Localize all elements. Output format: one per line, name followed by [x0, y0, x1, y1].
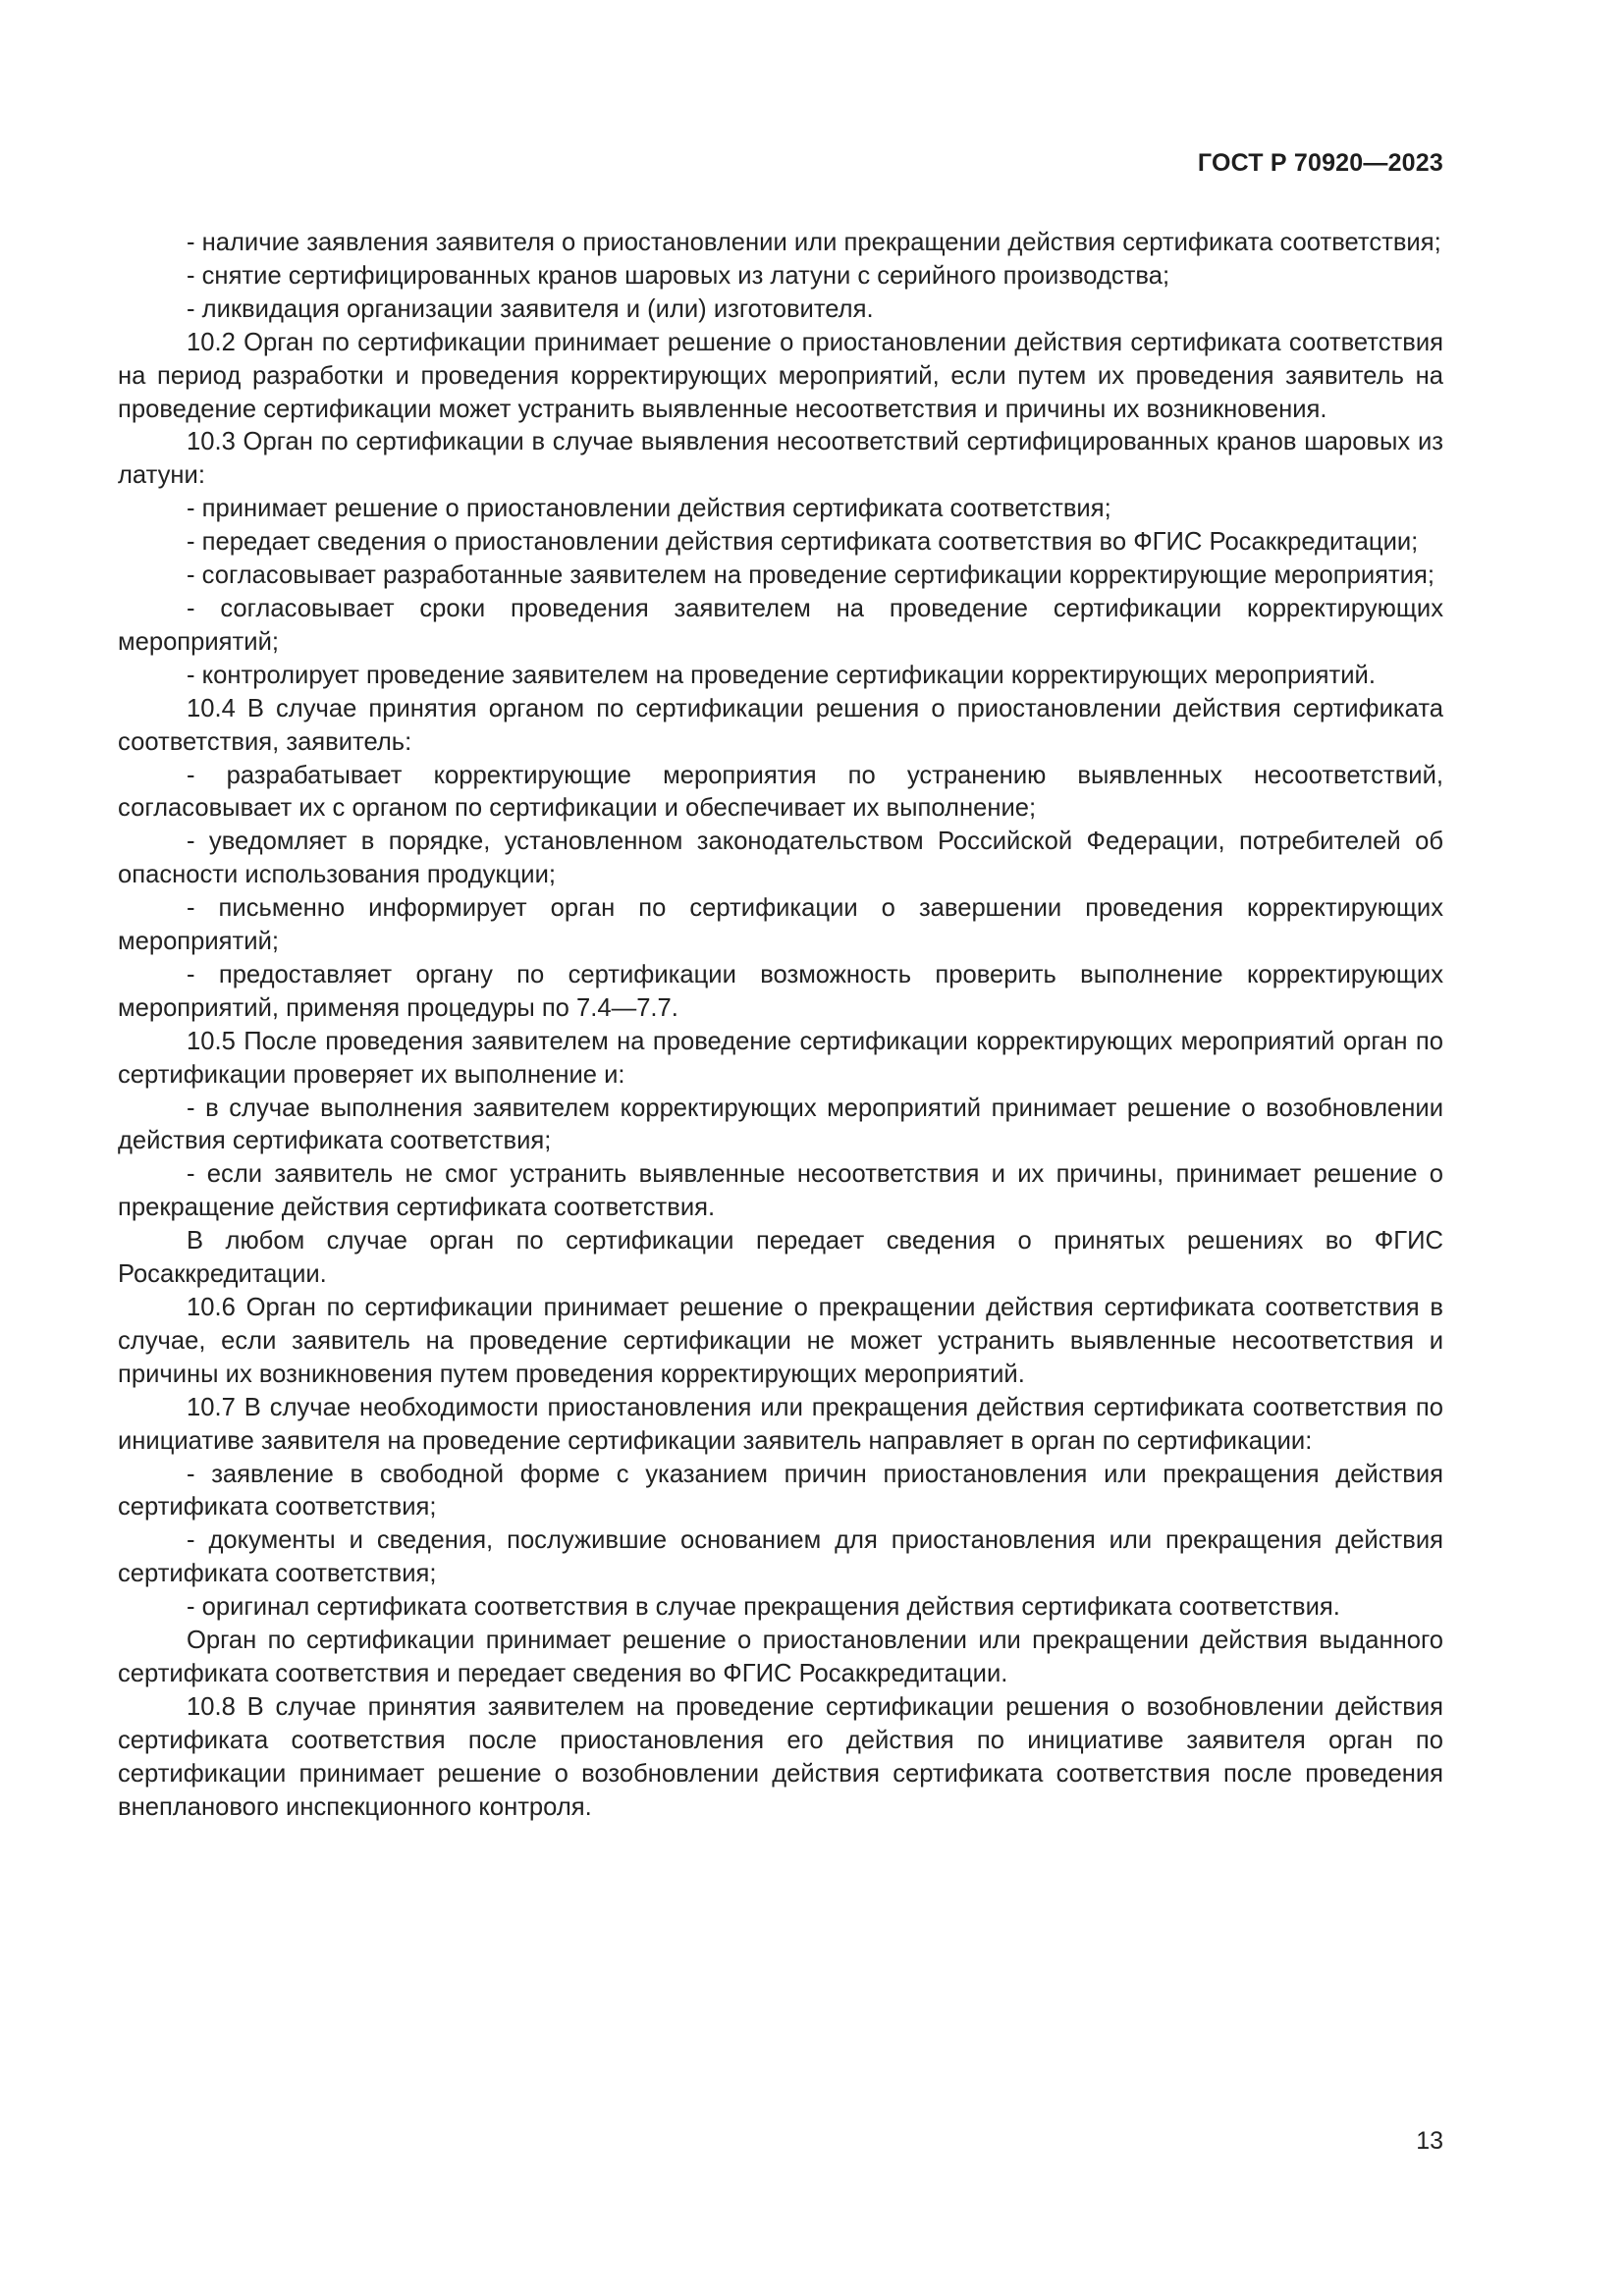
list-item: - наличие заявления заявителя о приостановлении или прекращении действия сертификата соответствия; [187, 229, 1441, 256]
list-item: - в случае выполнения заявителем корректирующих мероприятий принимает решение о возобновлении действия сертификата соответствия; [118, 1094, 1443, 1155]
clause-10-3: 10.3 Орган по сертификации в случае выявления несоответствий сертифицированных кранов шаровых из латуни: [118, 428, 1443, 490]
list-item: - согласовывает сроки проведения заявителем на проведение сертификации корректирующих мероприятий; [118, 594, 1443, 656]
list-item: - ликвидация организации заявителя и (или) изготовителя. [187, 294, 874, 323]
list-item: - контролирует проведение заявителем на проведение сертификации корректирующих мероприятий. [187, 661, 1376, 689]
list-item: - принимает решение о приостановлении действия сертификата соответствия; [187, 495, 1111, 523]
list-item: - письменно информирует орган по сертификации о завершении проведения корректирующих мероприятий; [118, 894, 1443, 956]
list-item: - документы и сведения, послужившие основанием для приостановления или прекращения действия сертификата соответствия; [118, 1526, 1443, 1588]
clause-10-2: 10.2 Орган по сертификации принимает решение о приостановлении действия сертификата соответствия на период разработки и проведения корректирующих мероприятий, если путем их проведения заявитель на проведение сертификации может устранить выявленные несоответствия и причины их возникновения. [118, 328, 1443, 423]
list-item: - разрабатывает корректирующие мероприятия по устранению выявленных несоответствий, согласовывает их с органом по сертификации и обеспечивает их выполнение; [118, 761, 1443, 823]
list-item: - заявление в свободной форме с указанием причин приостановления или прекращения действия сертификата соответствия; [118, 1460, 1443, 1522]
list-item: - согласовывает разработанные заявителем на проведение сертификации корректирующие мероприятия; [187, 561, 1435, 590]
body-paragraph: Орган по сертификации принимает решение о приостановлении или прекращении действия выданного сертификата соответствия и передает сведения во ФГИС Росаккредитации. [118, 1627, 1443, 1687]
clause-10-6: 10.6 Орган по сертификации принимает решение о прекращении действия сертификата соответствия в случае, если заявитель на проведение сертификации не может устранить выявленные несоответствия и причины их возникновения путем проведения корректирующих мероприятий. [118, 1294, 1443, 1388]
document-body [118, 227, 1443, 1825]
clause-10-5: 10.5 После проведения заявителем на проведение сертификации корректирующих мероприятий орган по сертификации проверяет их выполнение и: [118, 1027, 1443, 1089]
list-item: - если заявитель не смог устранить выявленные несоответствия и их причины, принимает решение о прекращение действия сертификата соответствия. [118, 1160, 1443, 1222]
list-item: - оригинал сертификата соответствия в случае прекращения действия сертификата соответствия. [187, 1593, 1340, 1622]
list-item: - уведомляет в порядке, установленном законодательством Российской Федерации, потребителей об опасности использования продукции; [118, 828, 1443, 889]
clause-10-4: 10.4 В случае принятия органом по сертификации решения о приостановлении действия сертификата соответствия, заявитель: [118, 694, 1443, 756]
list-item: - снятие сертифицированных кранов шаровых из латуни с серийного производства; [187, 261, 1170, 290]
page-number: 13 [1416, 2127, 1443, 2155]
clause-10-8: 10.8 В случае принятия заявителем на проведение сертификации решения о возобновлении действия сертификата соответствия после приостановления его действия по инициативе заявителя орган по сертификации принимает решение о возобновлении действия сертификата соответствия после проведения внепланового инспекционного контроля. [118, 1692, 1443, 1821]
clause-10-7: 10.7 В случае необходимости приостановления или прекращения действия сертификата соответствия по инициативе заявителя на проведение сертификации заявитель направляет в орган по сертификации: [118, 1393, 1443, 1455]
document-standard-number: ГОСТ Р 70920—2023 [1197, 149, 1443, 177]
list-item: - предоставляет органу по сертификации возможность проверить выполнение корректирующих мероприятий, применяя процедуры по 7.4—7.7. [118, 960, 1443, 1022]
body-paragraph: В любом случае орган по сертификации передает сведения о принятых решениях во ФГИС Росаккредитации. [118, 1227, 1443, 1289]
list-item: - передает сведения о приостановлении действия сертификата соответствия во ФГИС Росаккредитации; [187, 528, 1419, 557]
